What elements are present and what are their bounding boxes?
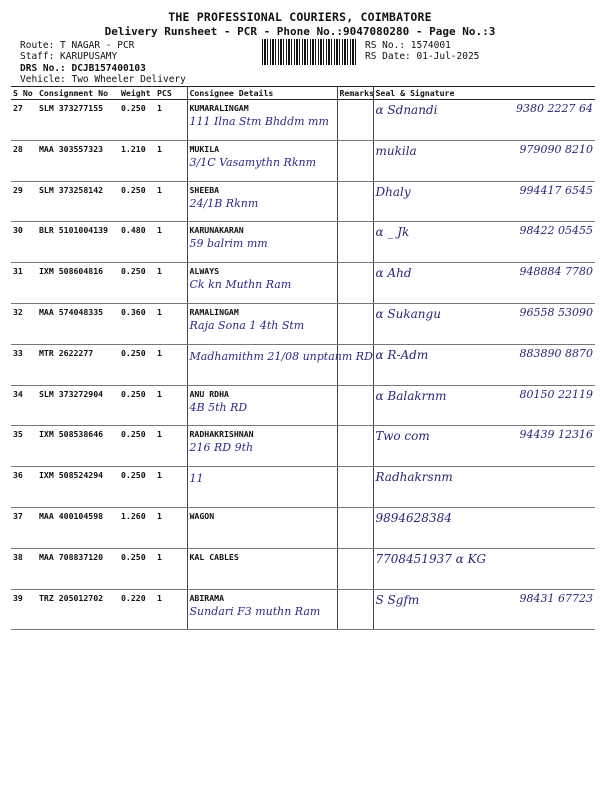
- seal-signature: [373, 100, 595, 141]
- handwritten-phone: 883890 8870: [519, 346, 593, 360]
- seal-signature: [373, 303, 595, 344]
- consignee-name: RAMALINGAM: [189, 306, 239, 317]
- table-row: [11, 548, 595, 589]
- consignee-name: WAGON: [189, 510, 215, 521]
- weight: 0.250: [119, 344, 155, 385]
- runsheet-subtitle: Delivery Runsheet - PCR - Phone No.:9047080280 - Page No.:3: [104, 25, 496, 38]
- handwritten-phone: 994417 6545: [519, 183, 593, 197]
- handwritten-address: 24/1B Rknm: [189, 196, 259, 210]
- consignee-name: KAL CABLES: [189, 551, 239, 562]
- weight: 0.480: [119, 222, 155, 263]
- signature: ɑ Sdnandi: [375, 103, 438, 117]
- consignee-details: [187, 507, 337, 548]
- pcs: 1: [155, 263, 187, 304]
- consignee-name: KUMARALINGAM: [189, 103, 249, 113]
- handwritten-address: Ck kn Muthn Ram: [189, 278, 292, 292]
- sno: 34: [11, 385, 37, 426]
- signature: Two com: [375, 429, 430, 444]
- consignment-no: MAA 574048335: [37, 303, 119, 344]
- consignment-no: IXM 508524294: [37, 467, 119, 508]
- consignment-no: TRZ 205012702: [37, 589, 119, 630]
- seal-signature: [373, 140, 595, 181]
- consignee-details: [187, 589, 337, 630]
- handwritten-phone: 948884 7780: [519, 265, 593, 279]
- consignment-no: IXM 508538646: [37, 426, 119, 467]
- pcs: 1: [155, 140, 187, 181]
- remarks: [337, 548, 373, 589]
- consignee-details: [187, 385, 337, 426]
- sno: 39: [11, 589, 37, 630]
- pcs: 1: [155, 467, 187, 508]
- table-row: [11, 344, 595, 385]
- remarks: [337, 589, 373, 630]
- weight: 1.210: [119, 140, 155, 181]
- pcs: 1: [155, 181, 187, 222]
- consignment-no: SLM 373272904: [37, 385, 119, 426]
- sno: 31: [11, 263, 37, 304]
- remarks: [337, 222, 373, 263]
- sno: 37: [11, 507, 37, 548]
- table-row: [11, 467, 595, 508]
- handwritten-address: 216 RD 9th: [189, 441, 254, 455]
- seal-signature: [373, 385, 595, 426]
- consignment-no: MAA 303557323: [37, 140, 119, 181]
- col-weight: Weight: [119, 87, 155, 100]
- handwritten-address: 11: [189, 472, 204, 486]
- weight: 0.250: [119, 263, 155, 304]
- signature: ɑ Ahd: [375, 266, 412, 281]
- consignee-name: KARUNAKARAN: [189, 225, 244, 236]
- remarks: [337, 426, 373, 467]
- table-row: [11, 426, 595, 467]
- sno: 35: [11, 426, 37, 467]
- weight: 0.250: [119, 385, 155, 426]
- weight: 0.220: [119, 589, 155, 630]
- handwritten-phone: 98431 67723: [519, 591, 593, 605]
- col-remarks: Remarks: [337, 87, 373, 100]
- pcs: 1: [155, 426, 187, 467]
- remarks: [337, 467, 373, 508]
- consignment-no: MAA 400104598: [37, 507, 119, 548]
- remarks: [337, 507, 373, 548]
- seal-signature: [373, 344, 595, 385]
- table-row: [11, 263, 595, 304]
- consignee-details: [187, 263, 337, 304]
- consignment-no: BLR 5101004139: [37, 222, 119, 263]
- sno: 28: [11, 140, 37, 181]
- staff-label: Staff: KARUPUSAMY: [20, 51, 118, 62]
- consignment-no: SLM 373277155: [37, 100, 119, 141]
- rs-date: RS Date: 01-Jul-2025: [365, 51, 480, 62]
- seal-signature: [373, 507, 595, 548]
- sno: 27: [11, 100, 37, 141]
- col-signature: Seal & Signature: [373, 87, 595, 100]
- signature: ɑ Balakrnm: [375, 388, 447, 403]
- sno: 32: [11, 303, 37, 344]
- col-consignment: Consignment No: [37, 87, 119, 100]
- route-label: Route: T NAGAR - PCR: [20, 40, 135, 51]
- handwritten-phone: 96558 53090: [519, 305, 593, 319]
- handwritten-phone: 979090 8210: [519, 142, 593, 156]
- consignment-no: MTR 2622277: [37, 344, 119, 385]
- col-consignee: Consignee Details: [187, 87, 337, 100]
- table-header-row: [11, 87, 595, 100]
- handwritten-address: 59 balrim mm: [189, 237, 268, 251]
- signature: Radhakrsnm: [375, 470, 453, 485]
- consignee-details: [187, 303, 337, 344]
- signature: S Sgfm: [375, 592, 420, 607]
- consignee-name: ABIRAMA: [189, 592, 225, 603]
- pcs: 1: [155, 507, 187, 548]
- seal-signature: [373, 548, 595, 589]
- consignee-name: ALWAYS: [189, 266, 220, 277]
- weight: 0.250: [119, 467, 155, 508]
- pcs: 1: [155, 589, 187, 630]
- signature: Dhaly: [375, 184, 411, 199]
- handwritten-phone: 94439 12316: [519, 428, 593, 442]
- handwritten-address: Madhamithm 21/08 unptanm RD: [189, 349, 373, 363]
- seal-signature: [373, 426, 595, 467]
- consignment-no: IXM 508604816: [37, 263, 119, 304]
- consignee-name: ANU RDHA: [189, 388, 229, 399]
- pcs: 1: [155, 222, 187, 263]
- drs-number: DRS No.: DCJB157400103: [20, 63, 146, 74]
- consignment-no: MAA 708837120: [37, 548, 119, 589]
- weight: 0.250: [119, 100, 155, 141]
- sno: 38: [11, 548, 37, 589]
- seal-signature: [373, 589, 595, 630]
- handwritten-address: 111 Ilna Stm Bhddm mm: [189, 115, 329, 128]
- seal-signature: [373, 222, 595, 263]
- table-row: [11, 100, 595, 141]
- rs-number: RS No.: 1574001: [365, 40, 451, 51]
- sno: 30: [11, 222, 37, 263]
- table-row: [11, 589, 595, 630]
- table-row: [11, 222, 595, 263]
- consignee-details: [187, 344, 373, 385]
- seal-signature: [373, 467, 595, 508]
- consignee-details: [187, 222, 337, 263]
- signature: 7708451937 ɑ KG: [375, 551, 487, 566]
- signature: ɑ R-Adm: [375, 347, 429, 362]
- col-sno: S No: [11, 87, 37, 100]
- consignee-name: RADHAKRISHNAN: [189, 429, 254, 440]
- weight: 0.250: [119, 548, 155, 589]
- consignee-details: [187, 467, 337, 508]
- weight: 0.250: [119, 181, 155, 222]
- handwritten-phone: 80150 22119: [519, 387, 593, 401]
- table-row: [11, 140, 595, 181]
- handwritten-phone: 9380 2227 64: [516, 102, 593, 115]
- table-row: [11, 507, 595, 548]
- pcs: 1: [155, 385, 187, 426]
- table-row: [11, 181, 595, 222]
- table-row: [11, 385, 595, 426]
- remarks: [337, 303, 373, 344]
- pcs: 1: [155, 548, 187, 589]
- consignee-details: [187, 181, 337, 222]
- remarks: [337, 385, 373, 426]
- consignee-name: SHEEBA: [189, 184, 220, 195]
- sno: 33: [11, 344, 37, 385]
- pcs: 1: [155, 303, 187, 344]
- consignee-details: [187, 140, 337, 181]
- weight: 0.250: [119, 426, 155, 467]
- consignee-name: MUKILA: [189, 143, 220, 154]
- runsheet-table: [11, 86, 595, 630]
- handwritten-address: Raja Sona 1 4th Stm: [189, 318, 305, 332]
- consignee-details: [187, 548, 337, 589]
- pcs: 1: [155, 344, 187, 385]
- remarks: [337, 100, 373, 141]
- signature: ɑ Sukangu: [375, 306, 441, 321]
- barcode: [262, 39, 357, 65]
- weight: 0.360: [119, 303, 155, 344]
- company-title: THE PROFESSIONAL COURIERS, COIMBATORE: [168, 10, 432, 24]
- seal-signature: [373, 181, 595, 222]
- remarks: [337, 140, 373, 181]
- table-row: [11, 303, 595, 344]
- vehicle-label: Vehicle: Two Wheeler Delivery: [20, 74, 186, 85]
- col-pcs: PCS: [155, 87, 187, 100]
- signature: 9894628384: [375, 510, 452, 525]
- consignment-no: SLM 373258142: [37, 181, 119, 222]
- weight: 1.260: [119, 507, 155, 548]
- pcs: 1: [155, 100, 187, 141]
- seal-signature: [373, 263, 595, 304]
- consignee-details: [187, 426, 337, 467]
- sno: 29: [11, 181, 37, 222]
- handwritten-address: 4B 5th RD: [189, 400, 248, 414]
- remarks: [337, 263, 373, 304]
- handwritten-phone: 98422 05455: [519, 224, 593, 238]
- signature: mukila: [375, 143, 417, 158]
- sno: 36: [11, 467, 37, 508]
- handwritten-address: 3/1C Vasamythn Rknm: [189, 155, 317, 169]
- signature: ɑ _ Jk: [375, 225, 410, 240]
- handwritten-address: Sundari F3 muthn Ram: [189, 604, 321, 618]
- remarks: [337, 181, 373, 222]
- consignee-details: [187, 100, 337, 141]
